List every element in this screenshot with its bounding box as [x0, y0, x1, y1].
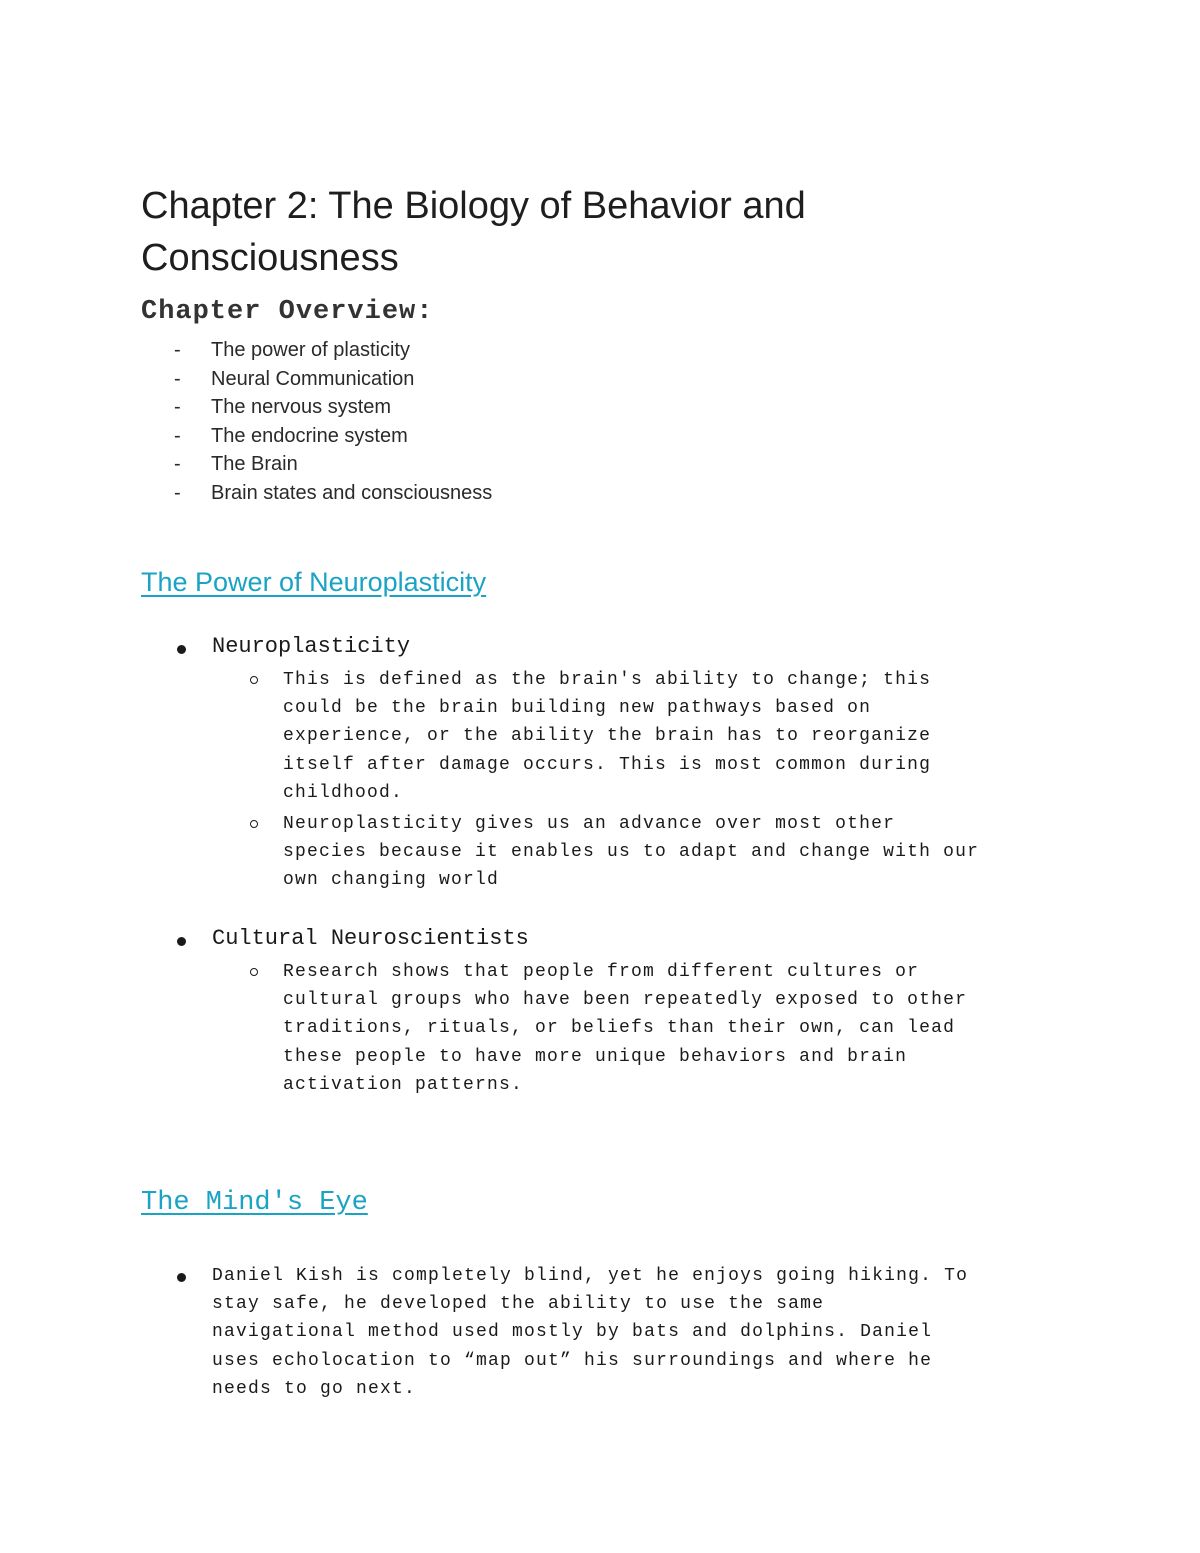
bullet-cultural-neuroscientists: Cultural Neuroscientists	[212, 926, 529, 951]
hollow-bullet-icon	[250, 820, 258, 828]
overview-item-text: The Brain	[211, 453, 298, 476]
overview-item	[141, 479, 492, 508]
dash-marker: -	[174, 396, 181, 419]
section-heading-minds-eye: The Mind's Eye	[141, 1188, 368, 1218]
bullet-icon	[177, 645, 186, 654]
bullet-icon	[177, 937, 186, 946]
dash-marker: -	[174, 481, 181, 504]
overview-item-text: Brain states and consciousness	[211, 481, 493, 504]
dash-marker: -	[174, 339, 181, 361]
page-title: Chapter 2: The Biology of Behavior and Consciousness	[141, 185, 806, 279]
overview-item	[141, 450, 492, 479]
overview-item	[141, 393, 492, 422]
bullet-neuroplasticity: Neuroplasticity	[212, 634, 411, 659]
overview-item-text: Neural Communication	[211, 367, 415, 390]
overview-item-text: The nervous system	[211, 396, 392, 419]
dash-marker: -	[174, 453, 181, 476]
hollow-bullet-icon	[250, 968, 258, 976]
dash-marker: -	[174, 424, 181, 447]
sub-bullet-research: Research shows that people from different cultures or cultural groups who have been repeatedly exposed to other traditions, rituals, or beliefs than their own, can lead these people to have more unique behaviors and brain activation patterns.	[283, 962, 968, 1095]
sub-bullet-definition: This is defined as the brain's ability to change; this could be the brain building new pathways based on experience, or the ability the brain has to reorganize itself after damage occurs. This is most common during childhood.	[283, 670, 932, 803]
overview-item	[141, 422, 492, 451]
chapter-overview-heading: Chapter Overview:	[141, 297, 434, 327]
hollow-bullet-icon	[250, 676, 258, 684]
overview-item-text: The power of plasticity	[211, 339, 410, 361]
sub-bullet-advantage: Neuroplasticity gives us an advance over most other species because it enables us to adapt and change with our own changing world	[283, 814, 980, 891]
section-heading-neuroplasticity: The Power of Neuroplasticity	[141, 567, 487, 597]
chapter-overview-list	[141, 336, 492, 508]
bullet-daniel-kish: Daniel Kish is completely blind, yet he enjoys going hiking. To stay safe, he developed the ability to use the same navigational method used mostly by bats and dolphins. Daniel uses echolocation to “map out” his surroundings and where he needs to go next.	[212, 1266, 969, 1399]
overview-item	[141, 336, 492, 365]
overview-item-text: The endocrine system	[211, 424, 408, 447]
overview-item	[141, 365, 492, 394]
dash-marker: -	[174, 367, 181, 390]
bullet-icon	[177, 1273, 186, 1282]
